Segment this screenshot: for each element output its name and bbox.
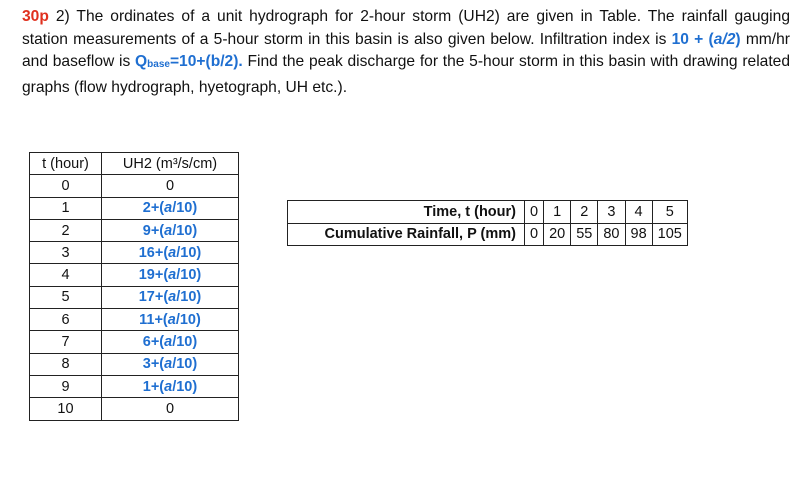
uh-header-row — [30, 153, 239, 175]
rainfall-cell: 20 — [544, 223, 571, 246]
table-row — [30, 375, 239, 397]
table-row — [30, 219, 239, 241]
rainfall-cell: 98 — [625, 223, 652, 246]
uh-ordinate-cell: 16+(a/10) — [102, 242, 239, 264]
uh-time-cell: 1 — [30, 197, 102, 219]
uh-time-cell: 2 — [30, 219, 102, 241]
infiltration-index: 10 + (a/2) — [671, 30, 741, 48]
table-row — [30, 309, 239, 331]
cumulative-rainfall-label: Cumulative Rainfall, P (mm) — [288, 223, 525, 246]
rainfall-cell: 55 — [571, 223, 598, 246]
uh-ordinate-cell: 11+(a/10) — [102, 309, 239, 331]
uh-time-cell: 6 — [30, 309, 102, 331]
problem-text-1: 2) The ordinates of a unit hydrograph for 2-hour storm (UH2) are given in Table. The rainfall gauging station measurements of a 5-hour storm in this basin is also given below. Infiltration index is — [22, 8, 790, 48]
uh-ordinate-cell: 2+(a/10) — [102, 197, 239, 219]
table-row — [30, 286, 239, 308]
uh-ordinate-cell: 6+(a/10) — [102, 331, 239, 353]
rain-value-row — [288, 223, 688, 246]
table-row — [30, 197, 239, 219]
table-row — [30, 264, 239, 286]
time-cell: 2 — [571, 201, 598, 224]
uh-ordinate-cell: 0 — [102, 175, 239, 197]
table-row — [30, 331, 239, 353]
time-cell: 5 — [652, 201, 687, 224]
rain-time-row — [288, 201, 688, 224]
time-cell: 3 — [598, 201, 625, 224]
unit-hydrograph-table — [29, 152, 239, 421]
uh-header-time: t (hour) — [30, 153, 102, 175]
uh-ordinate-cell: 3+(a/10) — [102, 353, 239, 375]
uh-ordinate-cell: 9+(a/10) — [102, 219, 239, 241]
uh-time-cell: 10 — [30, 398, 102, 420]
rainfall-cell: 0 — [525, 223, 544, 246]
time-cell: 0 — [525, 201, 544, 224]
problem-text-3: Find the peak discharge for the 5-hour storm in this basin with drawing related graphs (flow hydrograph, hyetograph, UH etc.). — [22, 53, 791, 96]
rainfall-cell: 80 — [598, 223, 625, 246]
uh-ordinate-cell: 1+(a/10) — [102, 375, 239, 397]
uh-time-cell: 5 — [30, 286, 102, 308]
uh-ordinate-cell: 17+(a/10) — [102, 286, 239, 308]
uh-ordinate-cell: 0 — [102, 398, 239, 420]
rainfall-cell: 105 — [652, 223, 687, 246]
uh-time-cell: 3 — [30, 242, 102, 264]
baseflow-formula: Qbase=10+(b/2). — [135, 53, 243, 70]
problem-statement — [22, 6, 790, 99]
uh-time-cell: 4 — [30, 264, 102, 286]
problem-text-2: mm/hr and baseflow is — [22, 30, 790, 70]
uh-time-cell: 9 — [30, 375, 102, 397]
table-row — [30, 398, 239, 420]
time-label: Time, t (hour) — [288, 201, 525, 224]
points-label: 30p — [22, 8, 49, 25]
time-cell: 1 — [544, 201, 571, 224]
time-cell: 4 — [625, 201, 652, 224]
uh-ordinate-cell: 19+(a/10) — [102, 264, 239, 286]
table-row — [30, 353, 239, 375]
uh-time-cell: 7 — [30, 331, 102, 353]
rainfall-table — [287, 200, 688, 246]
uh-time-cell: 0 — [30, 175, 102, 197]
table-row — [30, 242, 239, 264]
table-row — [30, 175, 239, 197]
uh-time-cell: 8 — [30, 353, 102, 375]
uh-header-ordinate: UH2 (m³/s/cm) — [102, 153, 239, 175]
